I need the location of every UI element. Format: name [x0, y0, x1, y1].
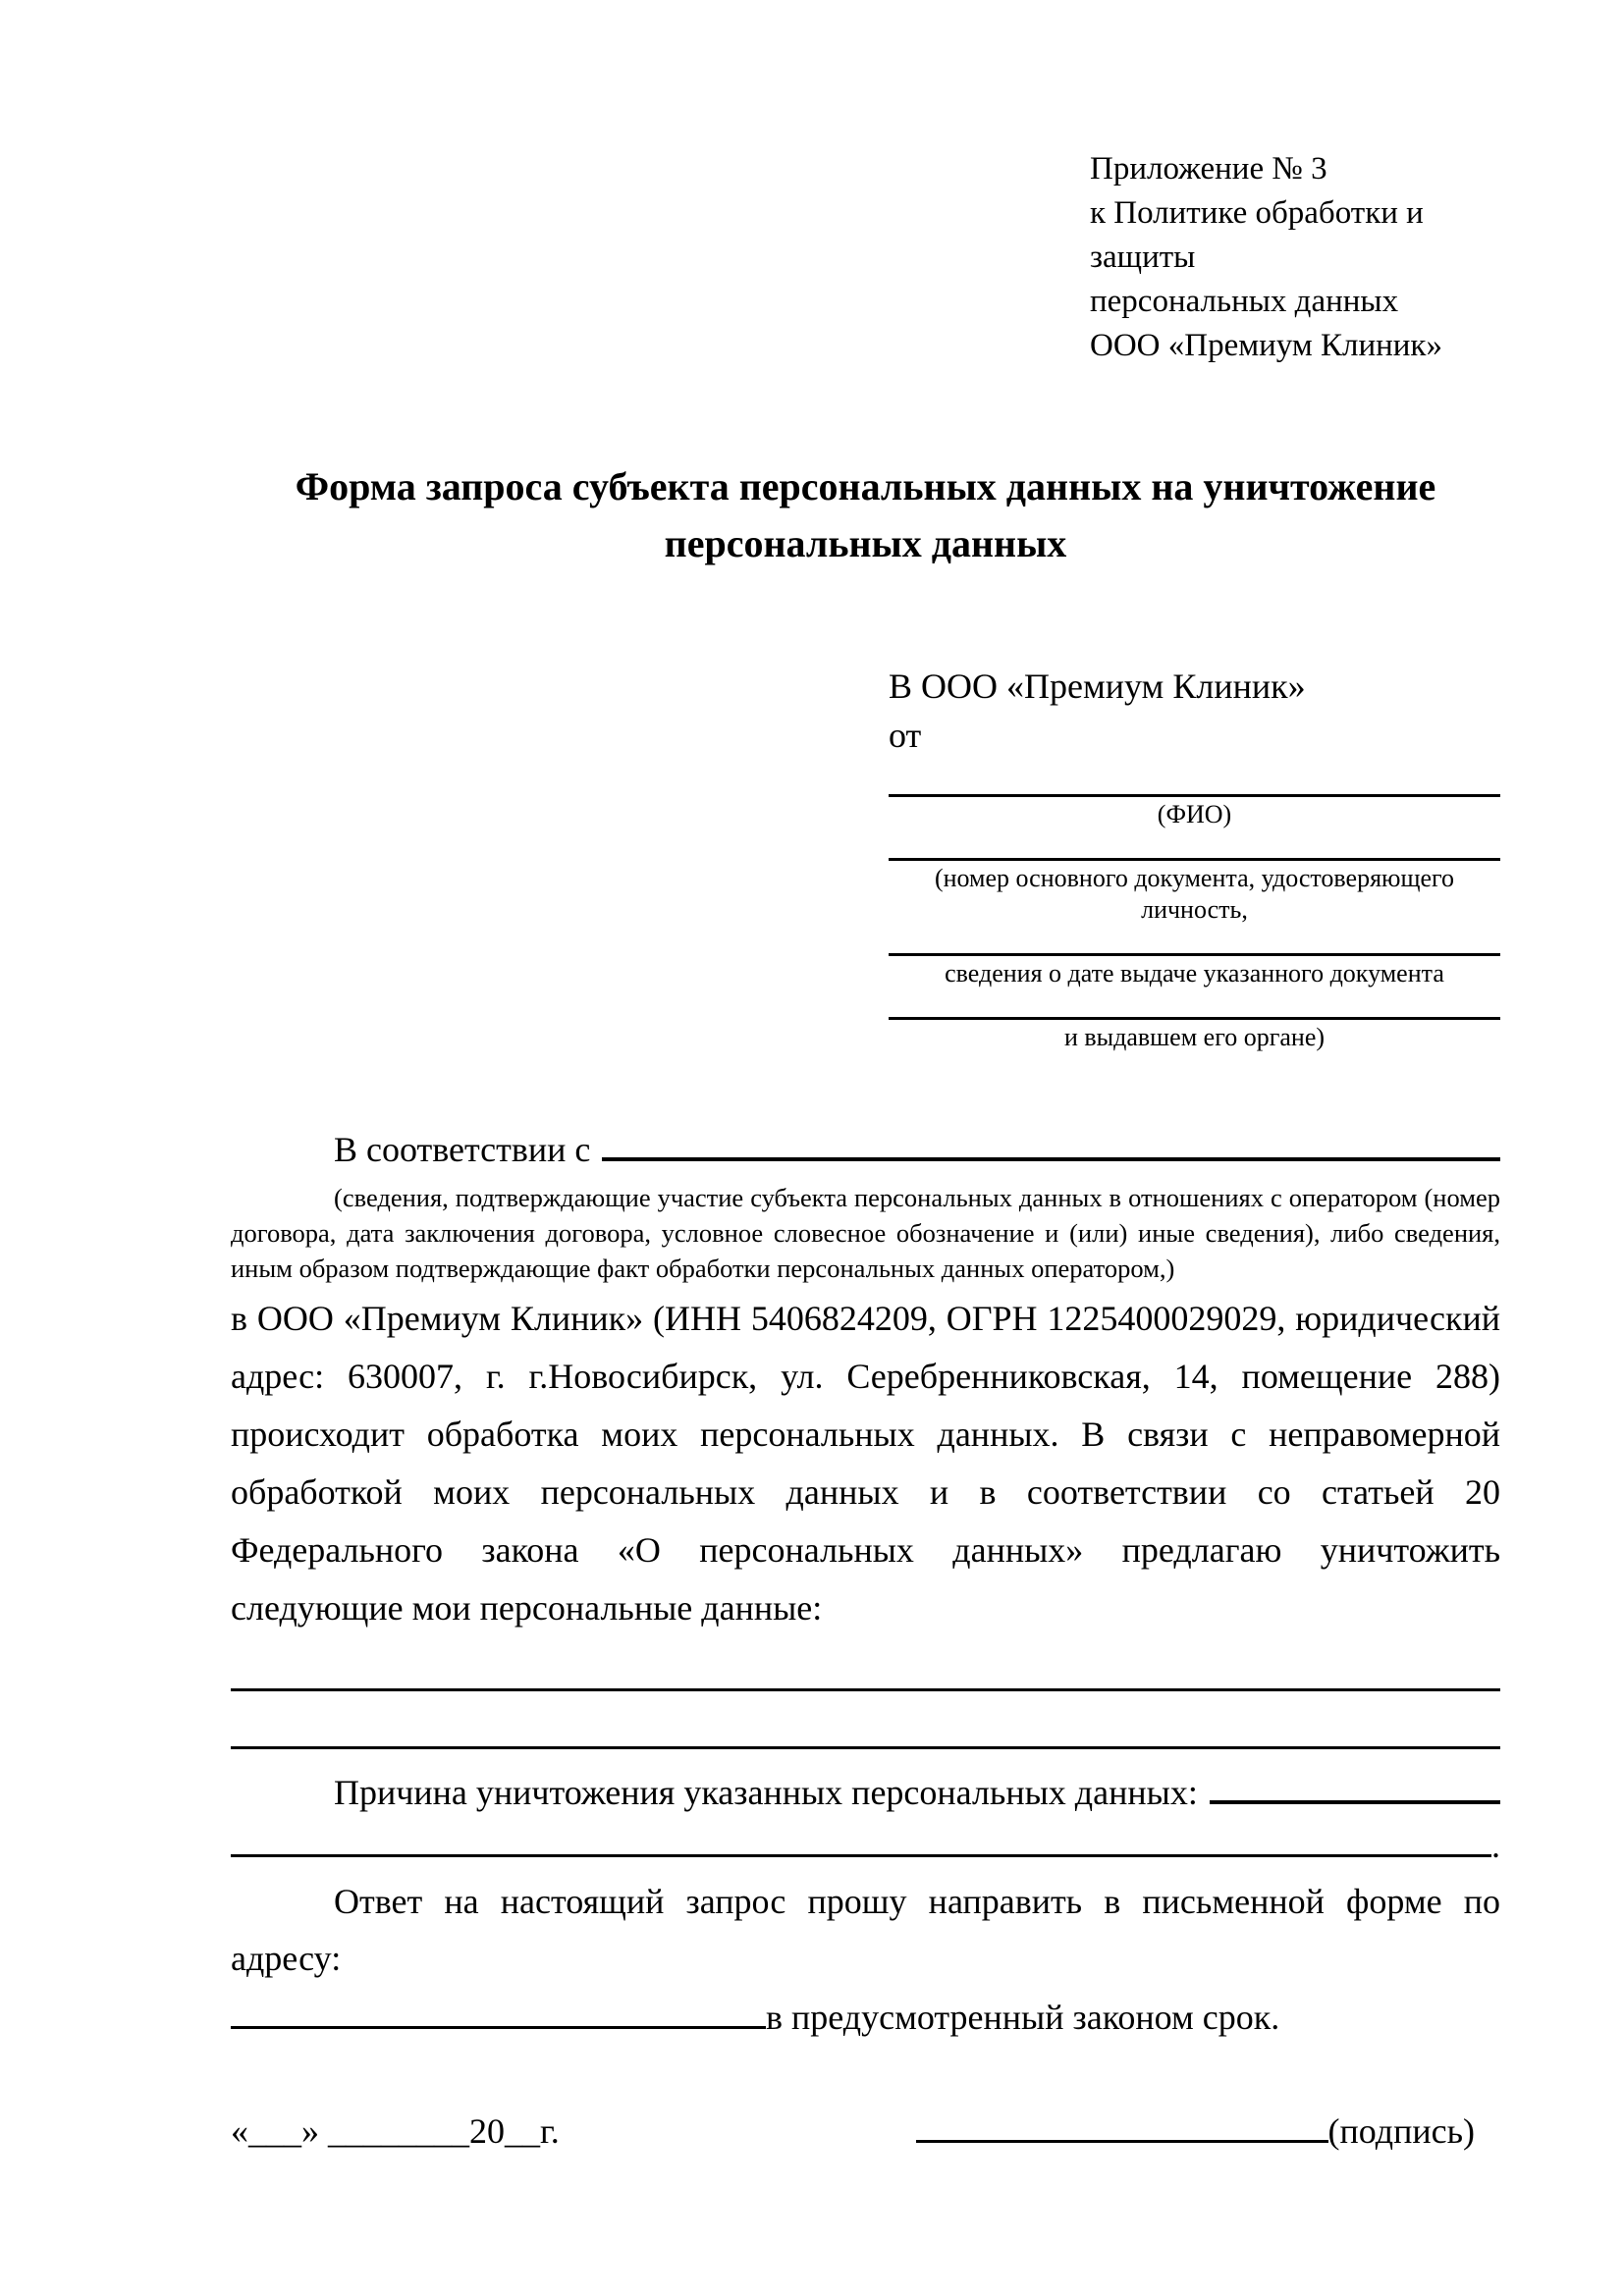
response-tail-row	[231, 1987, 1500, 2046]
issue-date-field	[889, 953, 1500, 1017]
field-spacer	[889, 830, 1500, 858]
field-spacer	[889, 989, 1500, 1017]
addressee-to: В ООО «Премиум Клиник»	[889, 667, 1306, 706]
data-blank-line-2	[231, 1746, 1500, 1749]
reason-blank-line	[1210, 1761, 1500, 1804]
appendix-header	[1090, 147, 1500, 368]
document-number-field	[889, 858, 1500, 953]
footer-row	[231, 2101, 1500, 2156]
address-blank-line	[231, 1987, 766, 2029]
signature-area	[916, 2101, 1475, 2156]
issue-date-field-caption: сведения о дате выдаче указанного документа	[945, 959, 1444, 988]
field-spacer	[889, 926, 1500, 953]
appendix-header-line: к Политике обработки и защиты	[1090, 195, 1424, 275]
accordance-blank-line	[602, 1118, 1500, 1161]
addressee-block	[889, 663, 1500, 1053]
reason-continuation-row	[231, 1821, 1500, 1869]
appendix-header-line: Приложение № 3	[1090, 151, 1327, 187]
response-paragraph: Ответ на настоящий запрос прошу направить в письменной форме по адресу:	[231, 1882, 1500, 1978]
reason-line-period: .	[1491, 1826, 1500, 1865]
fio-field	[889, 794, 1500, 858]
reason-blank-line-2	[231, 1821, 1491, 1857]
data-blank-line-1	[231, 1688, 1500, 1691]
signature-blank-line	[916, 2101, 1328, 2143]
reason-row	[231, 1761, 1500, 1821]
appendix-header-line: персональных данных	[1090, 284, 1399, 319]
accordance-row	[231, 1118, 1500, 1178]
appendix-header-line: ООО «Премиум Клиник»	[1090, 328, 1442, 363]
accordance-lead: В соответствии с	[334, 1130, 591, 1169]
addressee-from: от	[889, 716, 922, 755]
reason-label: Причина уничтожения указанных персональных данных:	[334, 1773, 1198, 1812]
document-title: Форма запроса субъекта персональных данных на уничтожение персональных данных	[295, 464, 1436, 565]
fio-field-caption: (ФИО)	[1157, 800, 1232, 828]
main-paragraph: в ООО «Премиум Клиник» (ИНН 5406824209, ОГРН 1225400029029, юридический адрес: 630007, г. г.Новосибирск, ул. Серебренниковская, 14, помещение 288) происходит обработка моих персональных данных. В связи с неправомерной обработкой моих персональных данных и в соответствии со статьей 20 Федерального закона «О персональных данных» предлагаю уничтожить следующие мои персональные данные:	[231, 1299, 1500, 1628]
accordance-note: (сведения, подтверждающие участие субъекта персональных данных в отношениях с оператором (номер договора, дата заключения договора, условное словесное обозначение и (или) иные сведения), либо сведения, иным образом подтверждающие факт обработки персональных данных оператором,)	[231, 1183, 1500, 1283]
issuing-authority-field	[889, 1017, 1500, 1053]
document-number-field-caption: (номер основного документа, удостоверяющего личность,	[934, 864, 1455, 924]
issuing-authority-field-caption: и выдавшем его органе)	[1063, 1023, 1326, 1051]
response-tail: в предусмотренный законом срок.	[766, 1998, 1280, 2037]
date-line: «___» ________20__г.	[231, 2111, 560, 2151]
signature-caption: (подпись)	[1327, 2111, 1475, 2151]
